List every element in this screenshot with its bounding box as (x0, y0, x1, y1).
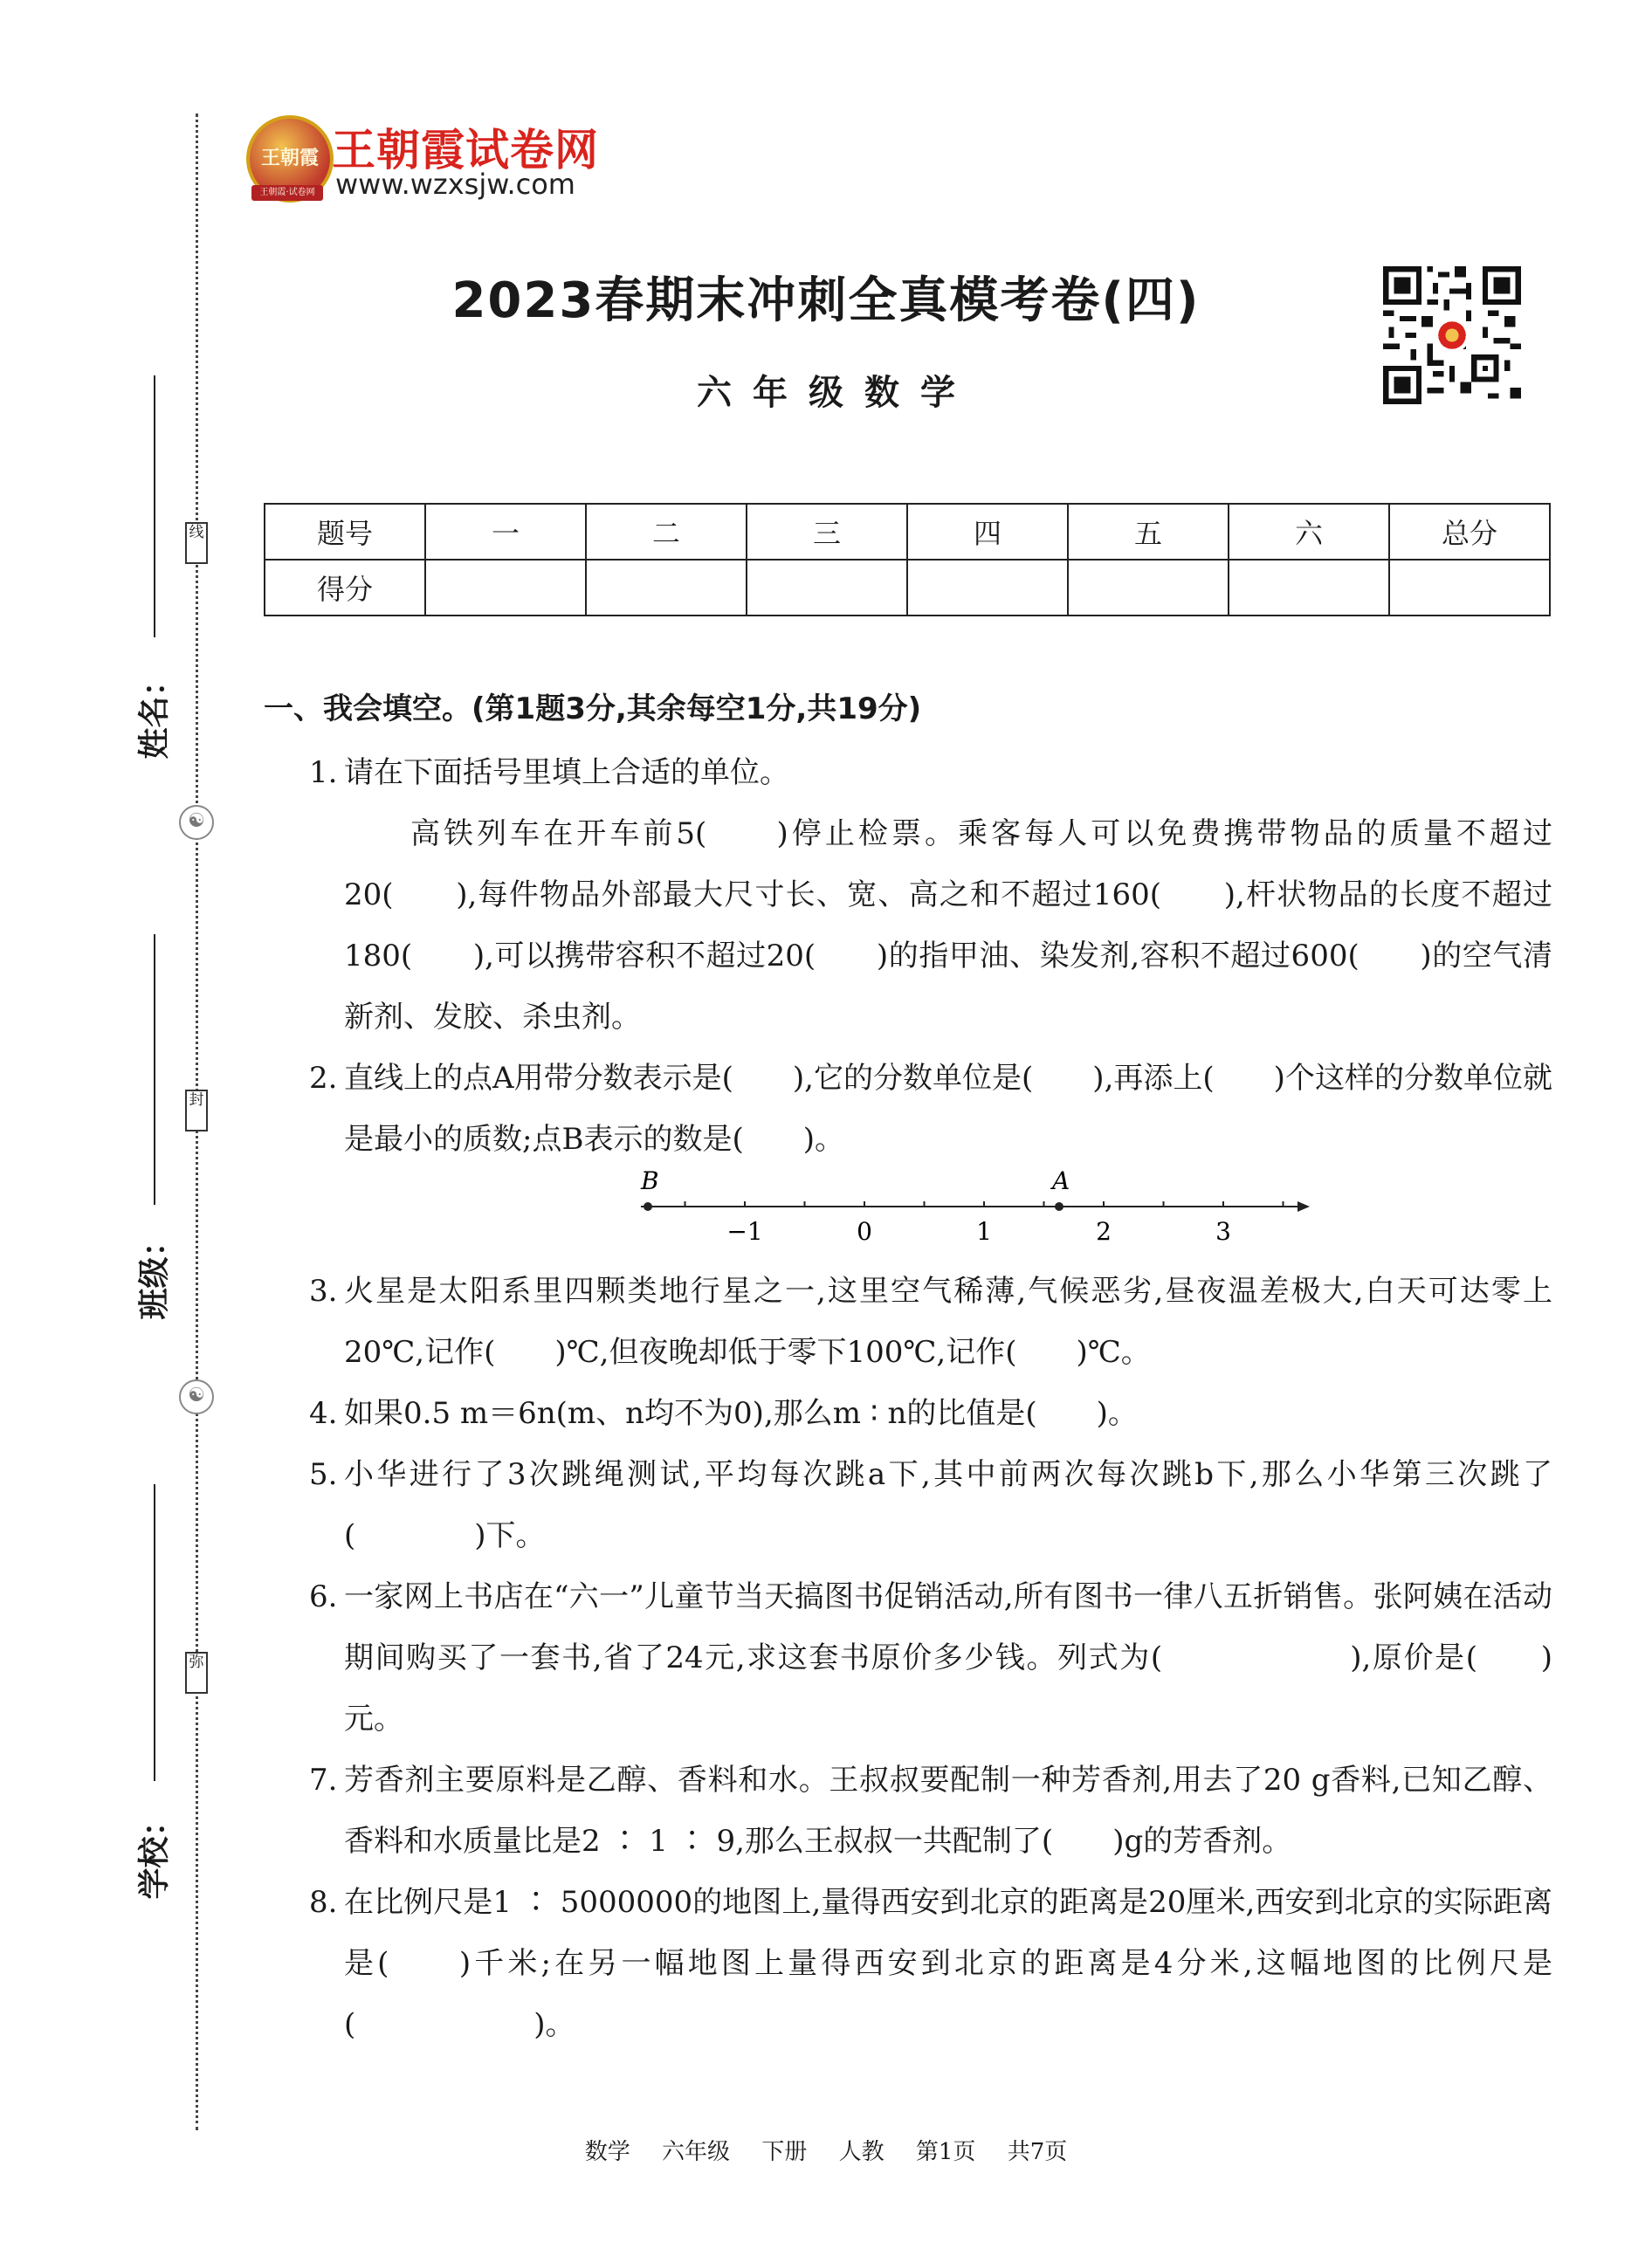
question-text: 在比例尺是1 ∶ 5000000的地图上,量得西安到北京的距离是20厘米,西安到北京的实际距离是( )千米;在另一幅地图上量得西安到北京的距离是4分米,这幅地图的比例尺是( )。 (344, 1885, 1552, 2042)
page-footer (0, 2134, 1652, 2166)
question-text: 小华进行了3次跳绳测试,平均每次跳a下,其中前两次每次跳b下,那么小华第三次跳了( )下。 (344, 1457, 1552, 1553)
question-text: 如果0.5 m＝6n(m、n均不为0),那么m ∶ n的比值是( )。 (344, 1396, 1138, 1431)
question-3 (309, 1261, 1552, 1383)
question-number: 4. (309, 1396, 338, 1431)
score-cell: 三 (747, 504, 907, 560)
score-input-cell[interactable] (1068, 560, 1229, 616)
question-number: 7. (309, 1763, 338, 1798)
exam-title: 2023春期末冲刺全真模考卷(四) (451, 272, 1201, 329)
score-cell: 得分 (265, 560, 425, 616)
logo-ribbon: 王朝霞·试卷网 (251, 185, 323, 201)
score-cell: 四 (907, 504, 1068, 560)
question-text: 火星是太阳系里四颗类地行星之一,这里空气稀薄,气候恶劣,昼夜温差极大,白天可达零上20℃,记作( )℃,但夜晚却低于零下100℃,记作( )℃。 (344, 1274, 1552, 1370)
score-input-cell[interactable] (1389, 560, 1550, 616)
score-cell: 六 (1229, 504, 1389, 560)
point-b-dot (644, 1202, 652, 1211)
score-input-cell[interactable] (907, 560, 1068, 616)
name-label: 姓名： (136, 664, 173, 760)
swirl-icon: ☯ (179, 805, 214, 840)
tick-label: 0 (857, 1217, 872, 1245)
binding-mark-xian: 线 (185, 522, 208, 564)
binding-mark-feng: 封 (185, 1090, 208, 1131)
question-number: 5. (309, 1457, 338, 1492)
logo-title: 王朝霞试卷网 (332, 125, 599, 175)
footer-page: 第1页 (915, 2139, 976, 2165)
footer-term: 下册 (761, 2139, 808, 2165)
logo-url[interactable]: www.wzxsjw.com (335, 168, 575, 201)
question-number: 6. (309, 1579, 338, 1614)
number-line (580, 1166, 1313, 1245)
score-table-header-row (265, 504, 1550, 560)
logo-badge: 王朝霞 (246, 115, 334, 203)
question-5 (309, 1444, 1552, 1566)
score-input-cell[interactable] (425, 560, 586, 616)
score-cell: 题号 (265, 504, 425, 560)
school-underline (154, 1484, 155, 1781)
question-4 (309, 1383, 1552, 1444)
tick-label: 2 (1096, 1217, 1112, 1245)
tick-label: 1 (976, 1217, 992, 1245)
tick-label: 3 (1215, 1217, 1231, 1245)
question-number: 8. (309, 1885, 338, 1920)
question-text: 芳香剂主要原料是乙醇、香料和水。王叔叔要配制一种芳香剂,用去了20 g香料,已知乙醇、香料和水质量比是2 ∶ 1 ∶ 9,那么王叔叔一共配制了( )g的芳香剂。 (344, 1763, 1552, 1859)
footer-grade: 六年级 (662, 2139, 731, 2165)
name-underline (154, 375, 155, 637)
number-line-arrow (1298, 1201, 1310, 1212)
class-underline (154, 934, 155, 1205)
tick-label: −1 (726, 1217, 763, 1245)
footer-total: 共7页 (1007, 2139, 1068, 2165)
score-table (264, 503, 1551, 616)
question-number: 2. (309, 1061, 338, 1096)
score-table-score-row (265, 560, 1550, 616)
footer-edition: 人教 (838, 2139, 885, 2165)
question-paragraph: 高铁列车在开车前5( )停止检票。乘客每人可以免费携带物品的质量不超过20( ),每件物品外部最大尺寸长、宽、高之和不超过160( ),杆状物品的长度不超过180( ),可以携带容积不超过20( )的指甲油、染发剂,容积不超过600( )的空气清新剂、发胶、杀虫剂。 (344, 816, 1552, 1035)
question-number: 1. (309, 755, 338, 790)
question-text: 一家网上书店在“六一”儿童节当天搞图书促销活动,所有图书一律八五折销售。张阿姨在活动期间购买了一套书,省了24元,求这套书原价多少钱。列式为( ),原价是( )元。 (344, 1579, 1552, 1737)
swirl-icon: ☯ (179, 1379, 214, 1414)
score-input-cell[interactable] (586, 560, 747, 616)
score-cell: 五 (1068, 504, 1229, 560)
class-label: 班级： (136, 1225, 173, 1320)
score-input-cell[interactable] (1229, 560, 1389, 616)
score-cell: 一 (425, 504, 586, 560)
question-number: 3. (309, 1274, 338, 1309)
question-text: 直线上的点A用带分数表示是( ),它的分数单位是( ),再添上( )个这样的分数单位就是最小的质数;点B表示的数是( )。 (344, 1061, 1552, 1157)
point-a-dot (1055, 1202, 1063, 1211)
question-8 (309, 1872, 1552, 2055)
school-label: 学校： (136, 1805, 173, 1900)
footer-subject: 数学 (584, 2139, 630, 2165)
question-1 (309, 742, 1552, 1048)
point-a-label: A (1052, 1166, 1070, 1195)
question-7 (309, 1750, 1552, 1872)
qr-code-icon[interactable] (1383, 266, 1521, 404)
question-text: 请在下面括号里填上合适的单位。 (344, 755, 789, 790)
point-b-label: B (641, 1166, 659, 1195)
score-input-cell[interactable] (747, 560, 907, 616)
binding-mark-mi: 弥 (185, 1652, 208, 1694)
score-cell: 二 (586, 504, 747, 560)
section-title: 一、我会填空。(第1题3分,其余每空1分,共19分) (264, 691, 922, 726)
exam-subtitle: 六年级数学 (697, 373, 976, 413)
question-6 (309, 1566, 1552, 1750)
score-cell: 总分 (1389, 504, 1550, 560)
question-2 (309, 1048, 1552, 1170)
